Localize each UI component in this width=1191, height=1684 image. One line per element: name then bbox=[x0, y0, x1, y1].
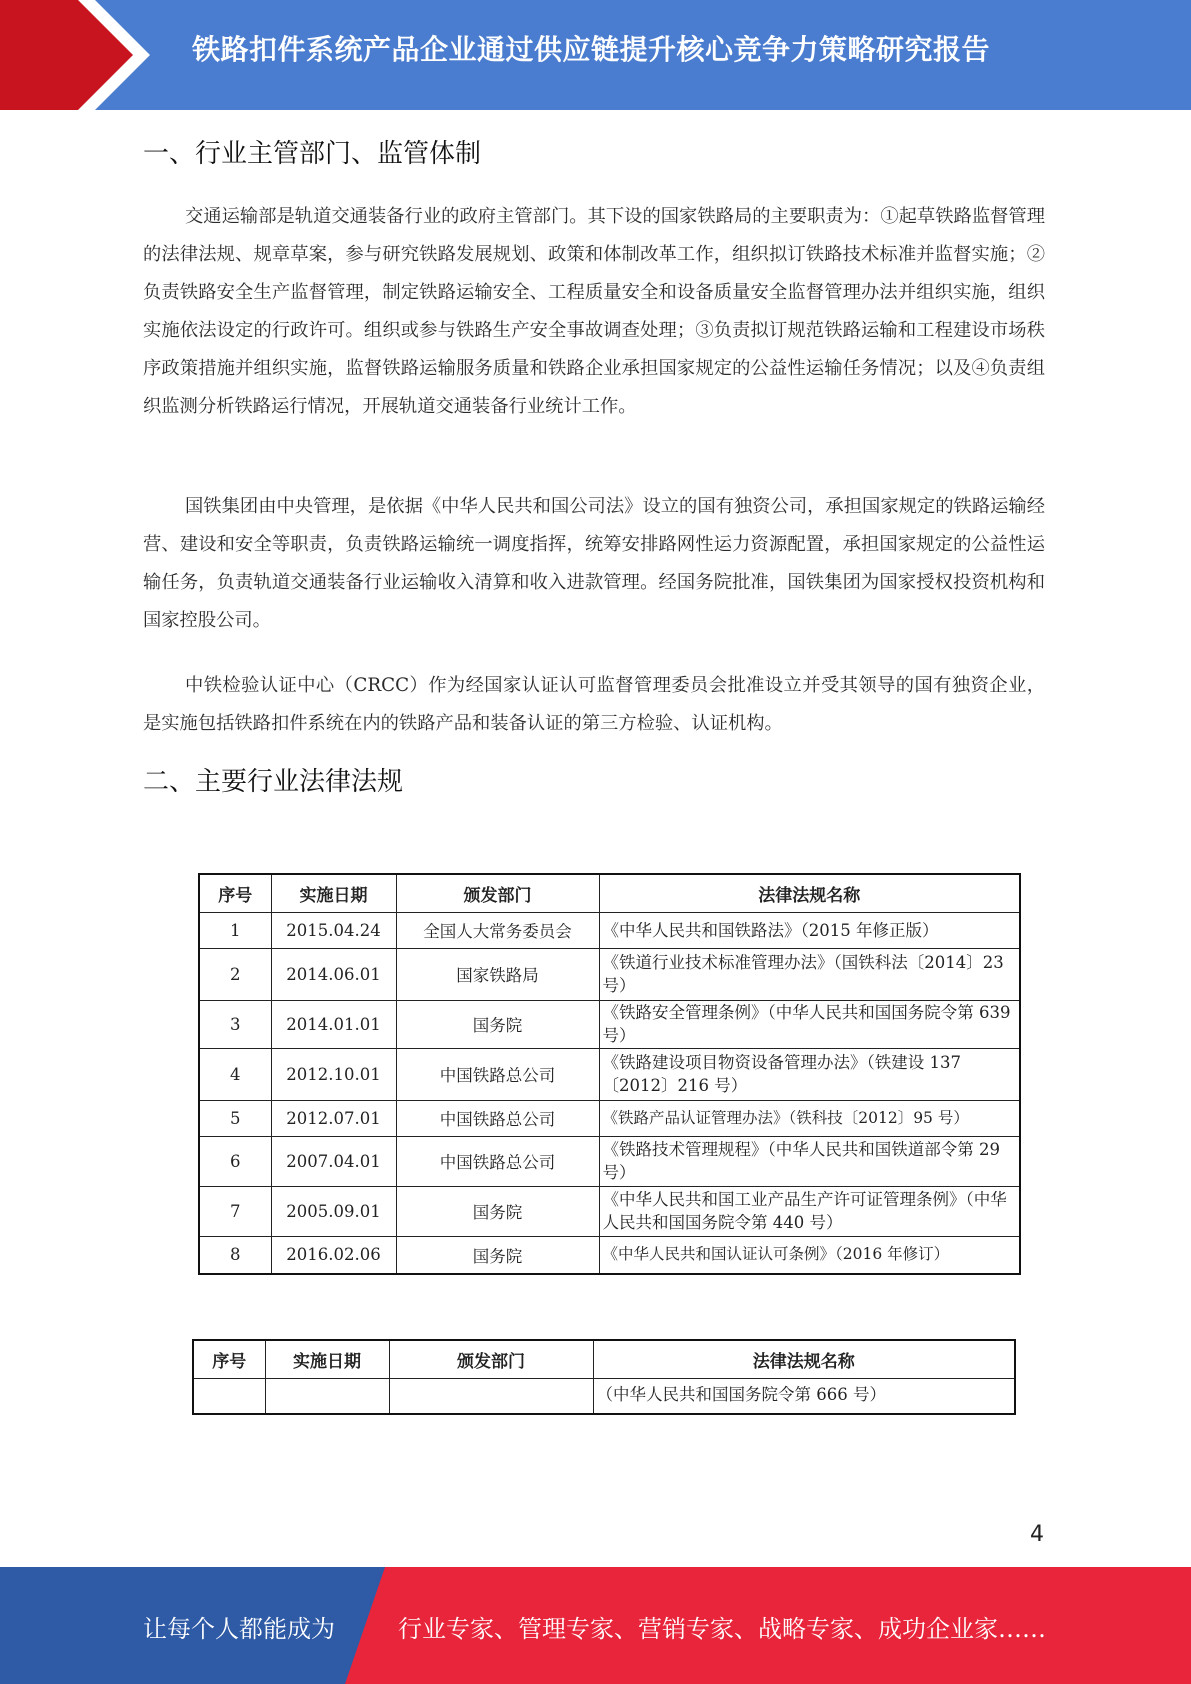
cell-law-name: 《铁路技术管理规程》（中华人民共和国铁道部令第 29 号） bbox=[599, 1136, 1020, 1186]
cell-date: 2016.02.06 bbox=[271, 1236, 396, 1274]
header-name: 法律法规名称 bbox=[593, 1340, 1015, 1378]
cell-no: 1 bbox=[199, 912, 271, 948]
cell-dept: 国家铁路局 bbox=[396, 948, 599, 1000]
cell-law-name: 《铁路建设项目物资设备管理办法》（铁建设 137〔2012〕216 号） bbox=[599, 1048, 1020, 1100]
cell-law-name: 《铁道行业技术标准管理办法》（国铁科法〔2014〕23 号） bbox=[599, 948, 1020, 1000]
cell-date: 2015.04.24 bbox=[271, 912, 396, 948]
report-title: 铁路扣件系统产品企业通过供应链提升核心竞争力策略研究报告 bbox=[192, 33, 991, 66]
cell-date: 2005.09.01 bbox=[271, 1186, 396, 1236]
paragraph-guotie-group: 国铁集团由中央管理，是依据《中华人民共和国公司法》设立的国有独资公司，承担国家规定的铁路运输经营、建设和安全等职责，负责铁路运输统一调度指挥，统筹安排路网性运力资源配置，承担国家规定的公益性运输任务，负责轨道交通装备行业运输收入清算和收入进款管理。经国务院批准，国铁集团为国家授权投资机构和国家控股公司。 bbox=[143, 496, 1045, 631]
header-date: 实施日期 bbox=[265, 1340, 389, 1378]
cell-no: 4 bbox=[199, 1048, 271, 1100]
cell-no: 5 bbox=[199, 1100, 271, 1136]
page-header bbox=[0, 0, 1191, 110]
table-row bbox=[199, 1048, 1020, 1100]
cell-date: 2014.01.01 bbox=[271, 1000, 396, 1048]
header-dept: 颁发部门 bbox=[396, 874, 599, 912]
cell-law-name: （中华人民共和国国务院令第 666 号） bbox=[593, 1378, 1015, 1414]
cell-dept: 国务院 bbox=[396, 1000, 599, 1048]
cell-no: 6 bbox=[199, 1136, 271, 1186]
footer-slogan-left: 让每个人都能成为 bbox=[143, 1615, 335, 1643]
table-row bbox=[193, 1378, 1015, 1414]
cell-dept: 中国铁路总公司 bbox=[396, 1100, 599, 1136]
table-header-row bbox=[199, 874, 1020, 912]
cell-dept: 全国人大常务委员会 bbox=[396, 912, 599, 948]
cell-date: 2012.07.01 bbox=[271, 1100, 396, 1136]
cell-law-name: 《铁路安全管理条例》（中华人民共和国国务院令第 639 号） bbox=[599, 1000, 1020, 1048]
cell-no: 7 bbox=[199, 1186, 271, 1236]
cell-law-name: 《中华人民共和国工业产品生产许可证管理条例》（中华人民共和国国务院令第 440 号） bbox=[599, 1186, 1020, 1236]
paragraph-ministry: 交通运输部是轨道交通装备行业的政府主管部门。其下设的国家铁路局的主要职责为：①起草铁路监督管理的法律法规、规章草案，参与研究铁路发展规划、政策和体制改革工作，组织拟订铁路技术标准并监督实施；②负责铁路安全生产监督管理，制定铁路运输安全、工程质量安全和设备质量安全监督管理办法并组织实施，组织实施依法设定的行政许可。组织或参与铁路生产安全事故调查处理；③负责拟订规范铁路运输和工程建设市场秩序政策措施并组织实施，监督铁路运输服务质量和铁路企业承担国家规定的公益性运输任务情况；以及④负责组织监测分析铁路运行情况，开展轨道交通装备行业统计工作。 bbox=[143, 206, 1045, 417]
header-name: 法律法规名称 bbox=[599, 874, 1020, 912]
header-date: 实施日期 bbox=[271, 874, 396, 912]
cell-date: 2007.04.01 bbox=[271, 1136, 396, 1186]
cell-dept: 国务院 bbox=[396, 1236, 599, 1274]
section-heading-laws: 二、主要行业法律法规 bbox=[143, 767, 404, 797]
table-row bbox=[199, 1000, 1020, 1048]
section-heading-regulators: 一、行业主管部门、监管体制 bbox=[143, 139, 482, 169]
cell-law-name: 《中华人民共和国认证认可条例》（2016 年修订） bbox=[599, 1236, 1020, 1274]
cell-dept bbox=[389, 1378, 593, 1414]
table-row bbox=[199, 1186, 1020, 1236]
page-number: 4 bbox=[1030, 1522, 1044, 1547]
table-row bbox=[199, 1236, 1020, 1274]
laws-table bbox=[198, 873, 1021, 1275]
cell-no bbox=[193, 1378, 265, 1414]
cell-dept: 国务院 bbox=[396, 1186, 599, 1236]
header-dept: 颁发部门 bbox=[389, 1340, 593, 1378]
cell-date: 2014.06.01 bbox=[271, 948, 396, 1000]
header-no: 序号 bbox=[193, 1340, 265, 1378]
paragraph-crcc: 中铁检验认证中心（CRCC）作为经国家认证认可监督管理委员会批准设立并受其领导的国有独资企业，是实施包括铁路扣件系统在内的铁路产品和装备认证的第三方检验、认证机构。 bbox=[143, 675, 1045, 734]
table-row bbox=[199, 948, 1020, 1000]
cell-dept: 中国铁路总公司 bbox=[396, 1048, 599, 1100]
table-row bbox=[199, 1100, 1020, 1136]
table-header-row bbox=[193, 1340, 1015, 1378]
cell-no: 2 bbox=[199, 948, 271, 1000]
cell-no: 3 bbox=[199, 1000, 271, 1048]
cell-date: 2012.10.01 bbox=[271, 1048, 396, 1100]
cell-dept: 中国铁路总公司 bbox=[396, 1136, 599, 1186]
header-no: 序号 bbox=[199, 874, 271, 912]
cell-law-name: 《中华人民共和国铁路法》（2015 年修正版） bbox=[599, 912, 1020, 948]
cell-law-name: 《铁路产品认证管理办法》（铁科技〔2012〕95 号） bbox=[599, 1100, 1020, 1136]
table-row bbox=[199, 1136, 1020, 1186]
laws-table-continued bbox=[192, 1339, 1016, 1415]
page-footer bbox=[0, 1567, 1191, 1684]
footer-slogan-right: 行业专家、管理专家、营销专家、战略专家、成功企业家…… bbox=[398, 1615, 1046, 1643]
cell-no: 8 bbox=[199, 1236, 271, 1274]
table-row bbox=[199, 912, 1020, 948]
cell-date bbox=[265, 1378, 389, 1414]
